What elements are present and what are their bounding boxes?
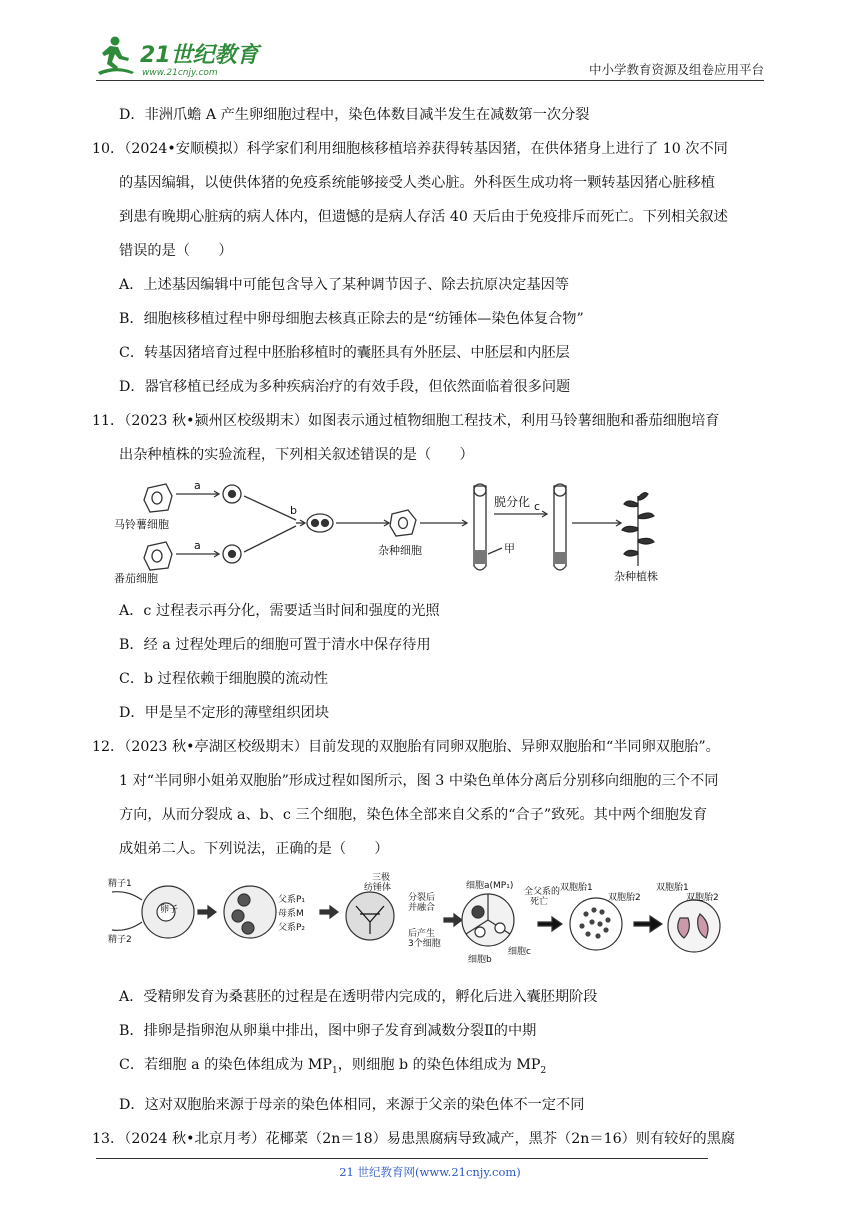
q12-option-c (92, 1048, 776, 1088)
fig1-label-hybrid-plant: 杂种植株 (614, 570, 658, 583)
fig1-label-tomato: 番茄细胞 (114, 572, 158, 585)
fig1-label-c: c (534, 500, 541, 513)
q12-stem-line1: 12．（2023 秋•亭湖区校级期末）目前发现的双胞胎有同卵双胞胎、异卵双胞胎和“半同卵双胞胎”。 (92, 739, 720, 755)
fig2-label-paternal1: 父系P₁ (278, 895, 306, 905)
q11-option-b: B．经 a 过程处理后的细胞可置于清水中保存待用 (119, 637, 431, 653)
q12-option-c-sub2: 2 (540, 1065, 547, 1076)
q12-option-c-sub1: 1 (331, 1065, 338, 1076)
q12-option-b: B．排卵是指卵泡从卵巢中排出，图中卵子发育到减数分裂Ⅱ的中期 (119, 1023, 537, 1039)
q10-stem-line4: 错误的是（ ） (119, 243, 233, 259)
fig2-label-split: 分裂后 (408, 893, 436, 903)
q10-stem-line3: 到患有晚期心脏病的病人体内，但遗憾的是病人存活 40 天后由于免疫排斥而死亡。下列相关叙述 (119, 209, 728, 225)
fig2-label-all-paternal: 全父系的 (524, 887, 561, 897)
fig2-label-tripolar: 三极 (372, 873, 391, 883)
fig2-label-death: 死亡 (530, 897, 549, 907)
fig2-label-cell-c: 细胞c (508, 947, 531, 957)
fig1-label-dedifferentiation: 脱分化 (494, 495, 531, 509)
q12-option-c-pre: C．若细胞 a 的染色体组成为 MP (119, 1057, 332, 1073)
logo-text: 21世纪教育 (140, 43, 259, 68)
q11-option-d: D．甲是呈不定形的薄壁组织团块 (119, 705, 330, 721)
footer-link[interactable]: 21 世纪教育网(www.21cnjy.com) (339, 1165, 521, 1179)
q10-option-b: B．细胞核移植过程中卵母细胞去核真正除去的是“纺锤体—染色体复合物” (119, 311, 584, 327)
q10-option-a: A．上述基因编辑中可能包含导入了某种调节因子、除去抗原决定基因等 (119, 277, 570, 293)
q11-stem-line2: 出杂种植株的实验流程，下列相关叙述错误的是（ ） (119, 447, 474, 463)
fig2-label-twin2b: 双胞胎2 (686, 893, 719, 903)
fig1-label-hybrid-cell: 杂种细胞 (378, 544, 422, 557)
fig2-label-twin1b: 双胞胎1 (656, 883, 689, 893)
fig1-label-a1: a (194, 479, 201, 492)
q10-option-c: C．转基因猪培育过程中胚胎移植时的囊胚具有外胚层、中胚层和内胚层 (119, 345, 570, 361)
fig1-label-a2: a (194, 539, 201, 552)
fig2-label-twin1: 双胞胎1 (560, 883, 593, 893)
fig2-label-three-cells: 3个细胞 (408, 939, 441, 949)
fig2-label-cell-a: 细胞a(MP₁) (466, 881, 514, 891)
q12-stem-line4: 成姐弟二人。下列说法，正确的是（ ） (119, 841, 389, 857)
q12-figure-semi-identical-twins (108, 870, 776, 972)
q10-stem-line2: 的基因编辑，以使供体猪的免疫系统能够接受人类心脏。外科医生成功将一颗转基因猪心脏移植 (119, 175, 715, 191)
fig1-label-b: b (290, 504, 297, 517)
fig2-label-produce: 后产生 (408, 929, 436, 939)
fig2-label-cell-b: 细胞b (468, 955, 492, 965)
q12-stem-line2: 1 对“半同卵小姐弟双胞胎”形成过程如图所示，图 3 中染色单体分离后分别移向细胞的三个不同 (119, 773, 719, 789)
q11-option-a: A．c 过程表示再分化，需要适当时间和强度的光照 (119, 603, 440, 619)
fig2-label-sperm1: 精子1 (108, 879, 132, 889)
fig2-label-egg: 卵子 (160, 905, 179, 915)
fig2-label-paternal2: 父系P₂ (278, 923, 306, 933)
logo-url: www.21cnjy.com (142, 68, 218, 78)
q11-stem-line1: 11．（2023 秋•颍州区校级期末）如图表示通过植物细胞工程技术，利用马铃薯细胞和番茄细胞培育 (92, 413, 720, 429)
question-content (92, 98, 776, 1156)
q13-stem-line1: 13．（2024 秋•北京月考）花椰菜（2n＝18）易患黑腐病导致减产，黑芥（2n＝16）则有较好的黑腐 (92, 1130, 736, 1147)
q11-option-c: C．b 过程依赖于细胞膜的流动性 (119, 671, 328, 687)
footer-divider (96, 1158, 708, 1159)
q10-stem-line1: 10．（2024•安顺模拟）科学家们利用细胞核移植培养获得转基因猪，在供体猪身上进行了 10 次不同 (92, 141, 728, 157)
fig1-label-jia: 甲 (504, 542, 515, 555)
q9-option-d: D．非洲爪蟾 A 产生卵细胞过程中，染色体数目减半发生在减数第一次分裂 (119, 107, 590, 123)
fig1-label-potato: 马铃薯细胞 (114, 518, 169, 531)
fig2-label-fuse: 并融合 (408, 903, 436, 913)
q12-option-a: A．受精卵发育为桑葚胚的过程是在透明带内完成的，孵化后进入囊胚期阶段 (119, 989, 598, 1005)
platform-name: 中小学教育资源及组卷应用平台 (588, 62, 764, 77)
q12-stem-line3: 方向，从而分裂成 a、b、c 三个细胞，染色体全部来自父系的“合子”致死。其中两个细胞发育 (119, 807, 708, 823)
q11-figure-plant-cell-fusion (110, 474, 776, 586)
header-divider (96, 80, 764, 81)
q10-option-d: D．器官移植已经成为多种疾病治疗的有效手段，但依然面临着很多问题 (119, 379, 571, 395)
site-logo (96, 34, 266, 78)
fig2-label-twin2: 双胞胎2 (608, 893, 641, 903)
fig2-label-maternal: 母系M (278, 909, 304, 919)
fig2-label-sperm2: 精子2 (108, 935, 132, 945)
q12-option-d: D．这对双胞胎来源于母亲的染色体相同，来源于父亲的染色体不一定不同 (119, 1096, 585, 1113)
page-header (96, 30, 764, 82)
q12-option-c-mid: ，则细胞 b 的染色体组成为 MP (337, 1057, 541, 1073)
fig2-label-spindle: 纺锤体 (364, 883, 392, 893)
